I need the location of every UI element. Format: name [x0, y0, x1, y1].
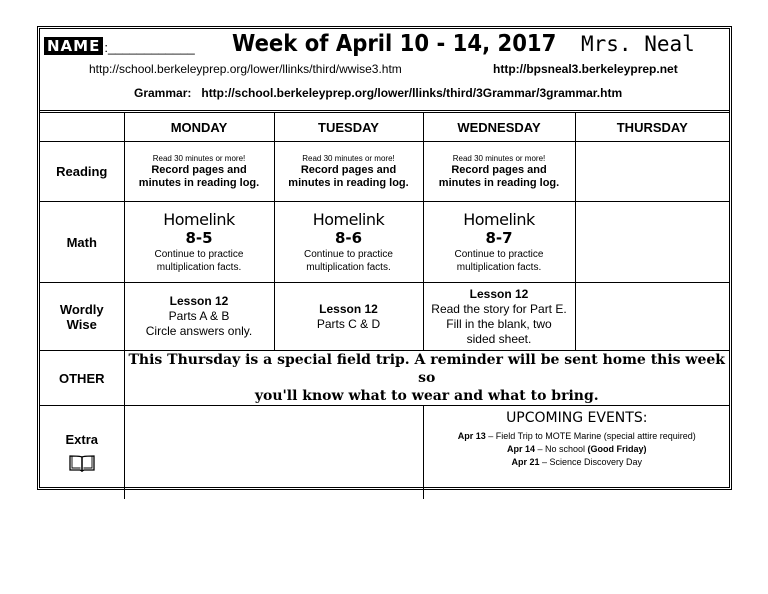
lesson-title: Lesson 12 — [169, 294, 229, 308]
subject-math: Math — [40, 202, 124, 283]
homelink-title: Homelink — [163, 209, 235, 229]
homelink-code: 8-6 — [334, 228, 363, 247]
lesson-title: Lesson 12 — [469, 286, 529, 301]
event-item — [429, 456, 726, 469]
wordly-wise-tuesday — [274, 283, 423, 351]
lesson-detail: sided sheet. — [466, 331, 532, 346]
reading-wednesday — [423, 142, 575, 202]
day-tuesday: TUESDAY — [274, 113, 423, 142]
lesson-detail: Circle answers only. — [145, 324, 253, 338]
math-wednesday — [423, 202, 575, 283]
reading-row — [40, 142, 729, 202]
day-monday: MONDAY — [124, 113, 274, 142]
homelink-code: 8-7 — [485, 228, 513, 247]
lesson-detail: Parts A & B — [168, 309, 230, 323]
wordly-wise-row — [40, 283, 729, 351]
reading-log-note: minutes in reading log. — [438, 177, 560, 189]
subject-line: Wordly — [59, 301, 104, 317]
events-title: UPCOMING EVENTS: — [506, 410, 648, 426]
name-field — [44, 35, 195, 55]
event-item — [429, 443, 726, 456]
subject-reading: Reading — [40, 142, 124, 202]
reading-tuesday — [274, 142, 423, 202]
math-thursday — [575, 202, 729, 283]
event-item — [429, 430, 726, 443]
lesson-detail: Parts C & D — [316, 316, 381, 331]
day-header-row — [40, 113, 729, 142]
other-message — [124, 351, 729, 406]
week-title: Week of April 10 - 14, 2017 — [232, 31, 557, 57]
event-text: – No school — [534, 444, 588, 454]
wordly-wise-monday — [124, 283, 274, 351]
reading-log-note: Record pages and — [300, 164, 397, 176]
homelink-title: Homelink — [312, 209, 385, 229]
math-tuesday — [274, 202, 423, 283]
other-line: This Thursday is a special field trip. A reminder will be sent home this week so — [128, 352, 725, 386]
weekly-planner — [37, 26, 732, 490]
day-wednesday: WEDNESDAY — [423, 113, 575, 142]
reading-instruction: Read 30 minutes or more! — [452, 154, 546, 163]
name-label: NAME — [44, 37, 103, 55]
grammar-line — [134, 86, 622, 100]
reading-log-note: minutes in reading log. — [288, 177, 409, 189]
extra-notes-area — [124, 406, 423, 499]
math-note: multiplication facts. — [306, 261, 391, 273]
extra-row — [40, 406, 729, 499]
wordly-wise-thursday — [575, 283, 729, 351]
subject-extra — [40, 406, 124, 499]
reading-instruction: Read 30 minutes or more! — [302, 154, 395, 163]
grammar-url[interactable]: http://school.berkeleyprep.org/lower/llinks/third/3Grammar/3grammar.htm — [201, 86, 623, 100]
corner-cell — [40, 113, 124, 142]
teacher-name: Mrs. Neal — [581, 32, 695, 56]
grammar-label: Grammar: — [134, 86, 192, 100]
subject-other: OTHER — [40, 351, 124, 406]
blog-url[interactable]: http://bpsneal3.berkeleyprep.net — [493, 62, 678, 76]
event-note: (Good Friday) — [587, 444, 647, 454]
reading-monday — [124, 142, 274, 202]
reading-thursday — [575, 142, 729, 202]
planner-header — [40, 29, 729, 113]
event-text: – Science Discovery Day — [539, 457, 643, 467]
reading-instruction: Read 30 minutes or more! — [152, 154, 246, 163]
subject-line: Wise — [66, 316, 97, 332]
homelink-code: 8-5 — [185, 228, 213, 247]
lesson-title: Lesson 12 — [319, 301, 378, 316]
math-note: Continue to practice — [304, 248, 393, 260]
math-note: multiplication facts. — [156, 261, 242, 273]
event-text: – Field Trip to MOTE Marine (special attire required) — [485, 431, 696, 441]
extra-label: Extra — [65, 431, 99, 447]
lesson-detail: Read the story for Part E. — [431, 301, 567, 316]
day-thursday: THURSDAY — [575, 113, 729, 142]
lesson-detail: Fill in the blank, two — [446, 316, 552, 331]
event-date: Apr 13 — [457, 431, 486, 441]
math-note: Continue to practice — [454, 248, 544, 260]
math-note: Continue to practice — [154, 248, 244, 260]
event-date: Apr 21 — [511, 457, 540, 467]
homelink-title: Homelink — [463, 209, 535, 229]
book-icon — [68, 453, 96, 473]
other-line: you'll know what to wear and what to bring. — [254, 388, 599, 404]
math-note: multiplication facts. — [456, 261, 542, 273]
reading-log-note: minutes in reading log. — [138, 177, 260, 189]
subject-wordly-wise — [40, 283, 124, 351]
wordly-wise-wednesday — [423, 283, 575, 351]
name-blank: :____________ — [104, 40, 195, 55]
schedule-table — [40, 113, 729, 499]
reading-log-note: Record pages and — [151, 164, 247, 176]
math-row — [40, 202, 729, 283]
upcoming-events — [423, 406, 729, 499]
wordly-wise-url[interactable]: http://school.berkeleyprep.org/lower/llinks/third/wwise3.htm — [89, 62, 402, 76]
reading-log-note: Record pages and — [451, 164, 547, 176]
event-date: Apr 14 — [506, 444, 535, 454]
math-monday — [124, 202, 274, 283]
other-row — [40, 351, 729, 406]
